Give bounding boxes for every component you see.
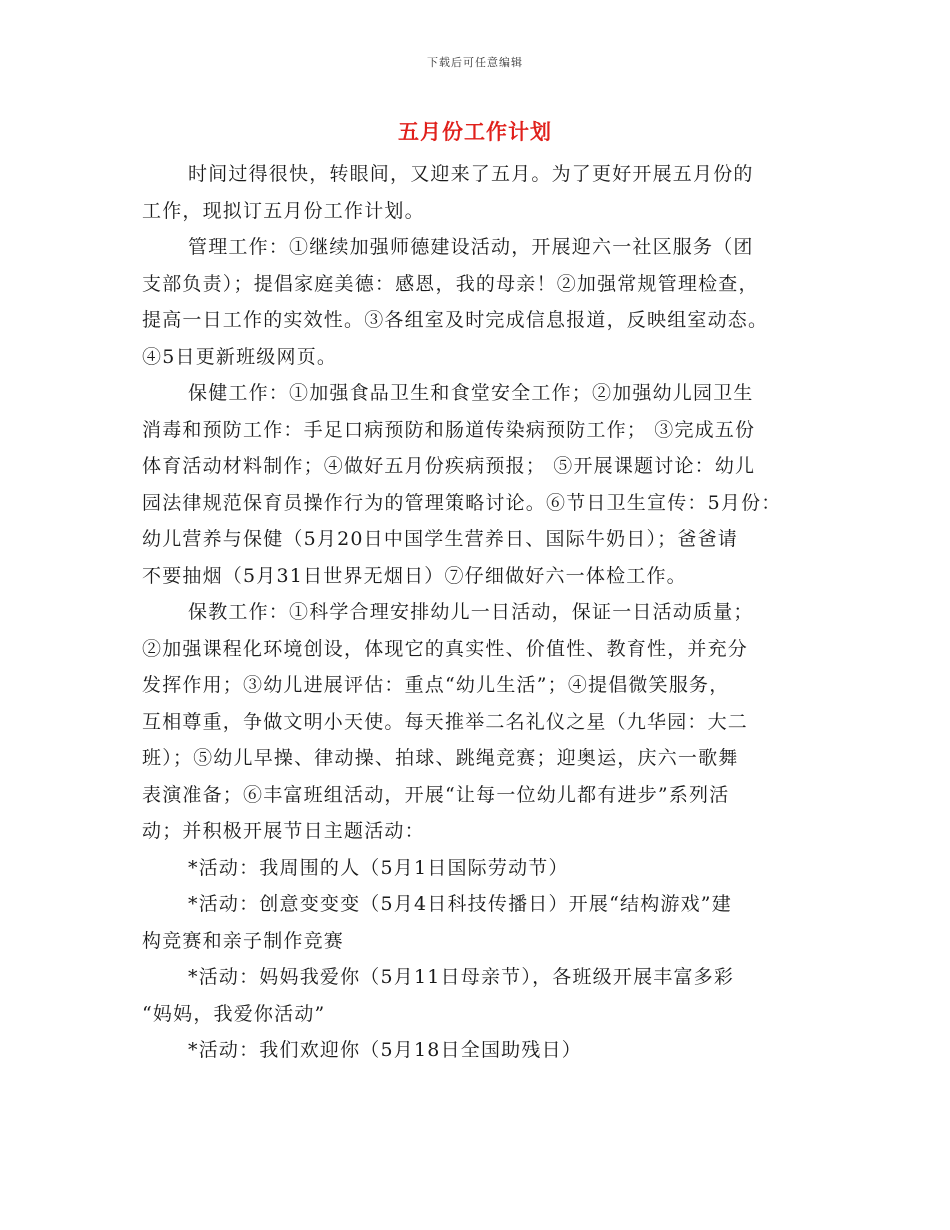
body-line: 互相尊重，争做文明小天使。每天推举二名礼仪之星（九华园：大二 [142, 710, 749, 733]
body-line: 保教工作：①科学合理安排幼儿一日活动，保证一日活动质量； [188, 601, 754, 623]
body-line: 保健工作：①加强食品卫生和食堂安全工作；②加强幼儿园卫生 [188, 382, 754, 404]
body-line: *活动：创意变变变（5月4日科技传播日）开展“结构游戏”建 [188, 893, 732, 915]
body-line: 发挥作用；③幼儿进展评估：重点“幼儿生活”；④提倡微笑服务， [142, 674, 730, 696]
body-line: 体育活动材料制作；④做好五月份疾病预报； ⑤开展课题讨论：幼儿 [142, 455, 756, 477]
document-title: 五月份工作计划 [398, 119, 552, 144]
header-note: 下载后可任意编辑 [427, 56, 523, 69]
body-line: 构竞赛和亲子制作竞赛 [142, 929, 345, 952]
document-body [142, 156, 822, 1069]
body-line: *活动：我周围的人（5月1日国际劳动节） [188, 856, 569, 879]
body-line: 园法律规范保育员操作行为的管理策略讨论。⑥节日卫生宣传：5月份： [142, 491, 782, 514]
body-line: 不要抽烟（5月31日世界无烟日）⑦仔细做好六一体检工作。 [142, 564, 687, 587]
body-line: 支部负责）；提倡家庭美德：感恩，我的母亲！②加强常规管理检查， [142, 272, 759, 295]
body-line: *活动：我们欢迎你（5月18日全国助残日） [188, 1039, 582, 1061]
body-line: 消毒和预防工作：手足口病预防和肠道传染病预防工作； ③完成五份 [142, 418, 756, 441]
body-line: “妈妈，我爱你活动” [142, 1002, 326, 1025]
body-line: 管理工作：①继续加强师德建设活动，开展迎六一社区服务（团 [188, 236, 754, 258]
body-line: 表演准备；⑥丰富班组活动，开展“让每一位幼儿都有进步”系列活 [142, 783, 730, 806]
body-line: 班）；⑤幼儿早操、律动操、拍球、跳绳竞赛；迎奥运，庆六一歌舞 [142, 747, 739, 769]
body-line: ④5日更新班级网页。 [142, 345, 338, 368]
body-line: 提高一日工作的实效性。③各组室及时完成信息报道，反映组室动态。 [142, 309, 769, 331]
body-line: *活动：妈妈我爱你（5月11日母亲节），各班级开展丰富多彩 [188, 966, 735, 988]
body-line: ②加强课程化环境创设，体现它的真实性、价值性、教育性，并充分 [142, 637, 749, 660]
body-line: 幼儿营养与保健（5月20日中国学生营养日、国际牛奶日）；爸爸请 [142, 528, 738, 550]
body-line: 工作，现拟订五月份工作计划。 [142, 199, 425, 222]
body-line: 时间过得很快，转眼间，又迎来了五月。为了更好开展五月份的 [188, 163, 754, 185]
body-line: 动；并积极开展节日主题活动： [142, 820, 425, 842]
